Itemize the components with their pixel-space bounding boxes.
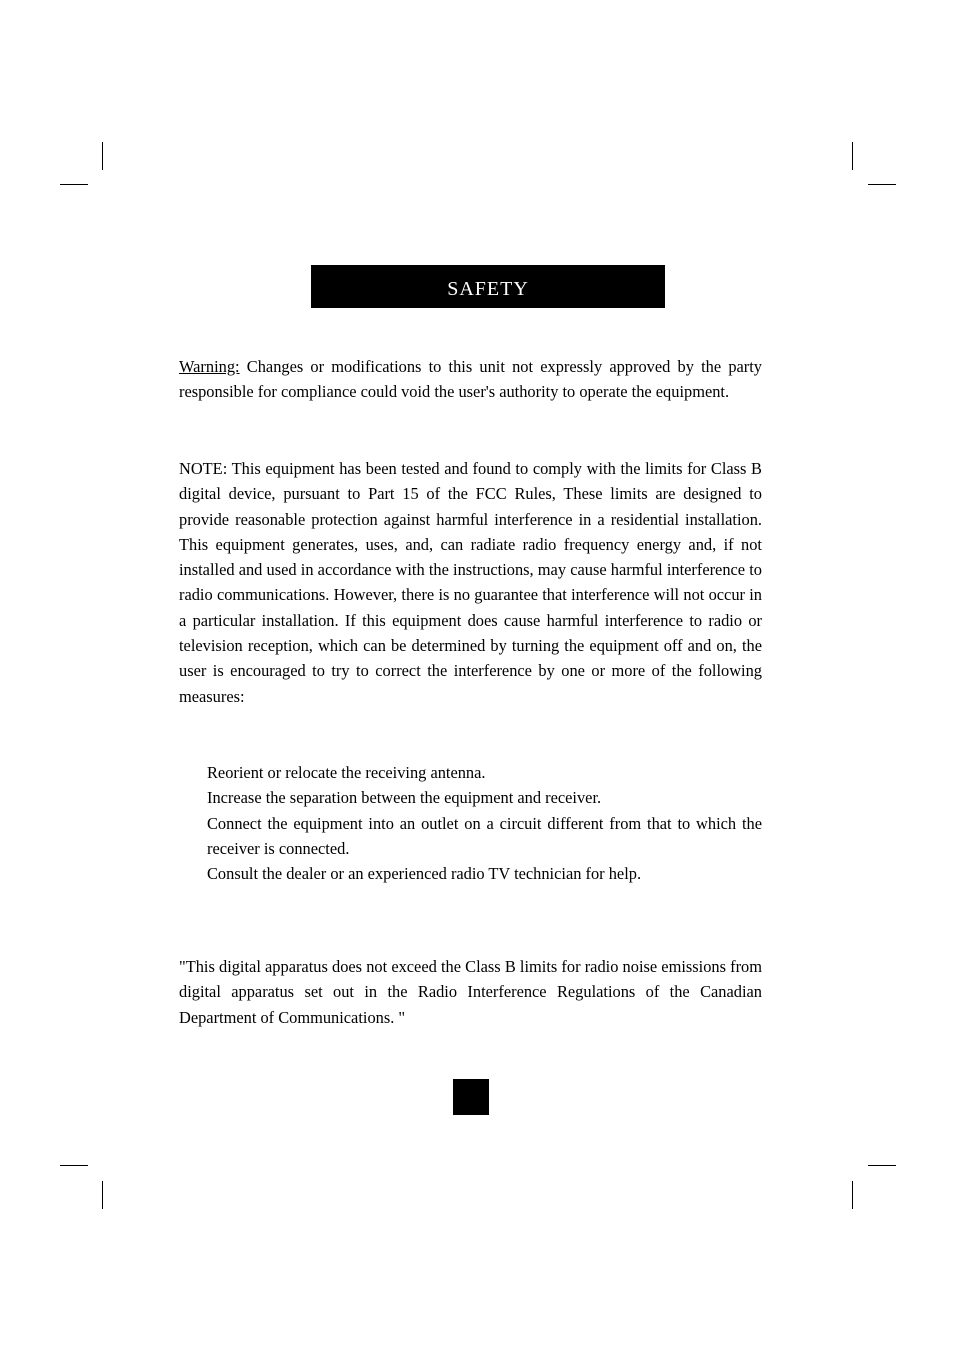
crop-mark-top-right-vertical bbox=[852, 142, 853, 170]
crop-mark-bottom-left-vertical bbox=[102, 1181, 103, 1209]
section-title-banner bbox=[311, 265, 665, 308]
list-item: Connect the equipment into an outlet on a circuit different from that to which the receiver is connected. bbox=[207, 813, 762, 858]
list-item: Consult the dealer or an experienced radio TV technician for help. bbox=[207, 864, 642, 884]
warning-label: Warning: bbox=[179, 357, 240, 376]
measures-list bbox=[179, 760, 762, 886]
crop-mark-top-right-horizontal bbox=[868, 184, 896, 185]
fcc-note-paragraph: NOTE: This equipment has been tested and found to comply with the limits for Class B digital device, pursuant to Part 15 of the FCC Rules, These limits are designed to provide reasonable protection against harmful interference in a residential installation. This equipment generates, uses, and, can radiate radio frequency energy and, if not installed and used in accordance with the instructions, may cause harmful interference to radio communications. However, there is no guarantee that interference will not occur in a particular installation. If this equipment does cause harmful interference to radio or television reception, which can be determined by turning the equipment off and on, the user is encouraged to try to correct the interference by one or more of the following measures: bbox=[179, 459, 762, 706]
list-item: Increase the separation between the equipment and receiver. bbox=[207, 788, 602, 808]
canada-notice-paragraph: "This digital apparatus does not exceed the Class B limits for radio noise emissions from digital apparatus set out in the Radio Interference Regulations of the Canadian Department of Communications. " bbox=[179, 957, 762, 1027]
warning-text: Changes or modifications to this unit not expressly approved by the party responsible for compliance could void the user's authority to operate the equipment. bbox=[179, 357, 762, 402]
crop-mark-bottom-right-horizontal bbox=[868, 1165, 896, 1166]
section-title: safety bbox=[447, 270, 529, 302]
crop-mark-top-left-horizontal bbox=[60, 184, 88, 185]
list-item: Reorient or relocate the receiving antenna. bbox=[207, 763, 486, 782]
crop-mark-bottom-left-horizontal bbox=[60, 1165, 88, 1166]
warning-paragraph bbox=[179, 354, 762, 405]
crop-mark-bottom-right-vertical bbox=[852, 1181, 853, 1209]
page-number-box bbox=[453, 1079, 489, 1115]
crop-mark-top-left-vertical bbox=[102, 142, 103, 170]
